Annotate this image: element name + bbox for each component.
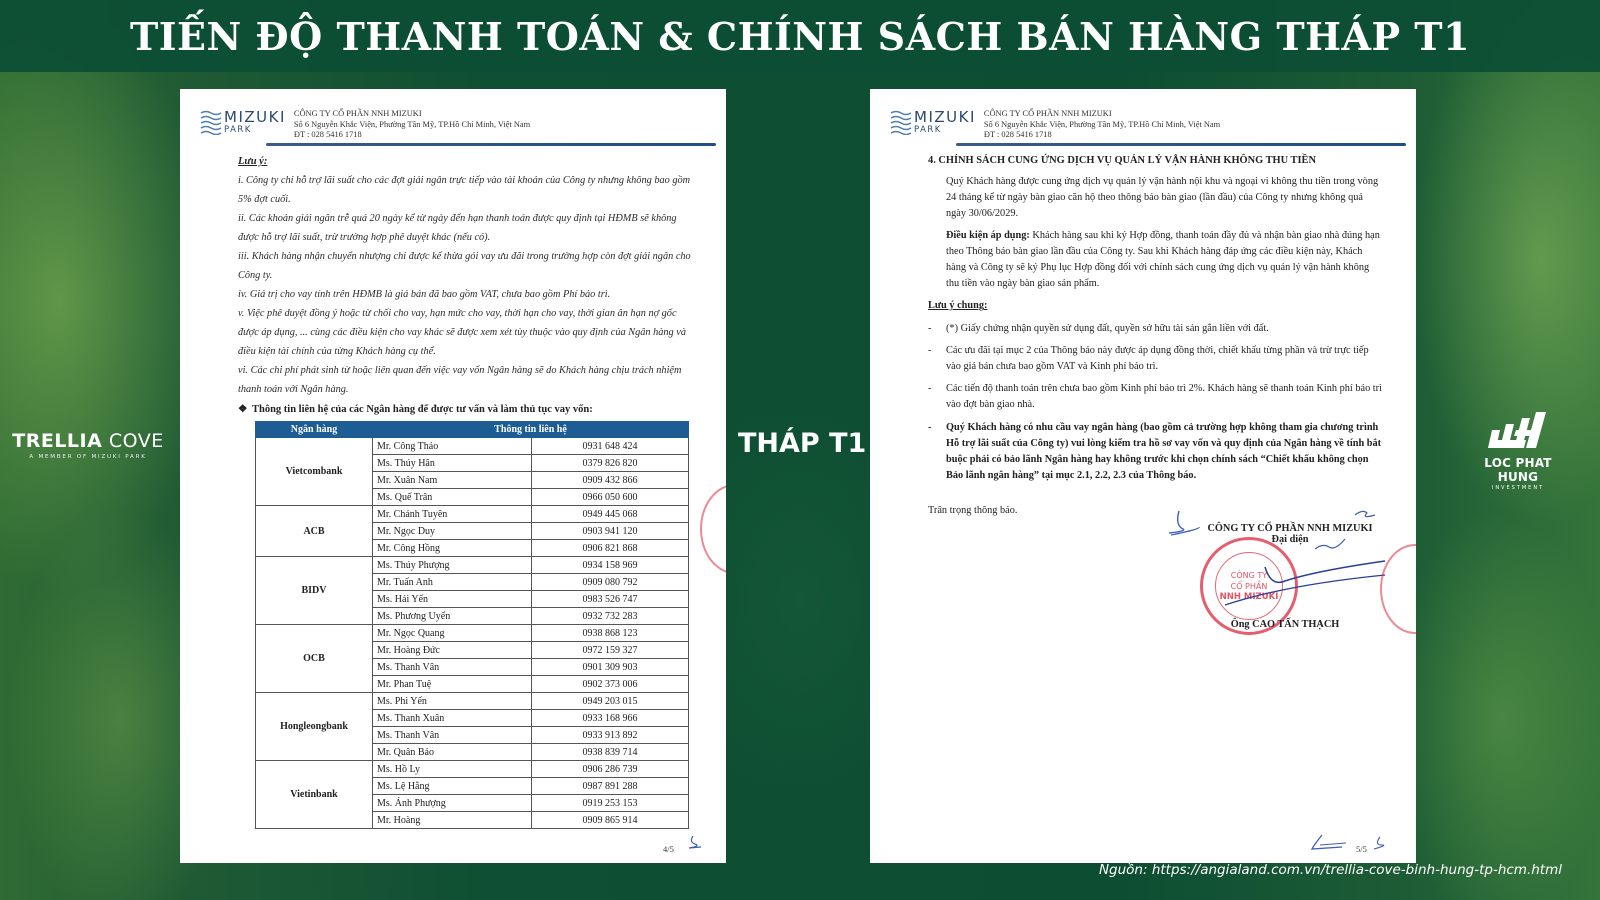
contact-phone: 0901 309 903 bbox=[532, 659, 689, 676]
contact-phone: 0933 913 892 bbox=[532, 727, 689, 744]
document-page-5 bbox=[870, 89, 1416, 863]
contact-person: Ms. Phương Uyển bbox=[373, 608, 532, 625]
general-note-item: - Quý Khách hàng có nhu cầu vay ngân hàng (bao gồm cả trường hợp không tham gia chương trình Hỗ trợ lãi suất của Công ty) vui lòng kiểm tra hồ sơ vay vốn và quy định của Ngân hàng về tính bắt buộc phải có bảo lãnh Ngân hàng hay không trước khi chọn chính sách “Chiết khấu không chọn Bảo lãnh ngân hàng” tại mục 2.1, 2.2, 2.3 của Thông báo. bbox=[928, 421, 1382, 482]
letterhead bbox=[890, 109, 1220, 141]
letterhead-rule bbox=[266, 143, 716, 146]
contact-person: Ms. Lệ Hằng bbox=[373, 778, 532, 795]
company-stamp: CÔNG TY CỔ PHẦN NNH MIZUKI bbox=[1200, 537, 1298, 635]
contact-person: Mr. Chánh Tuyên bbox=[373, 506, 532, 523]
waves-icon bbox=[200, 109, 222, 135]
contact-person: Ms. Hải Yến bbox=[373, 591, 532, 608]
notes-heading: Lưu ý: bbox=[238, 156, 268, 167]
contact-phone: 0909 865 914 bbox=[532, 812, 689, 829]
bank-name: Vietinbank bbox=[256, 761, 373, 829]
intro-paragraph: Quý Khách hàng được cung ứng dịch vụ quản lý vận hành nội khu và ngoại vi không thu tiền trong vòng 24 tháng kể từ ngày bàn giao căn hộ theo thông báo bàn giao (lần đầu) của Công ty nhưng không quá ngày 30/06/2029. bbox=[946, 176, 1379, 220]
contact-phone: 0902 373 006 bbox=[532, 676, 689, 693]
bank-name: ACB bbox=[256, 506, 373, 557]
contact-person: Ms. Hồ Ly bbox=[373, 761, 532, 778]
general-note-item: - Các ưu đãi tại mục 2 của Thông báo này được áp dụng đồng thời, chiết khấu từng phần và trừ trực tiếp vào giá bán chưa bao gồm VAT và Kinh phí bảo trì. bbox=[928, 344, 1369, 373]
note-item: i. Công ty chỉ hỗ trợ lãi suất cho các đợt giải ngân trực tiếp vào tài khoản của Công ty nhưng không bao gồm 5% đợt cuối. bbox=[238, 175, 691, 205]
company-info bbox=[984, 109, 1220, 141]
waves-icon bbox=[890, 109, 912, 135]
letterhead-rule bbox=[956, 143, 1406, 146]
company-phone: ĐT : 028 5416 1718 bbox=[983, 130, 1052, 139]
contact-phone: 0909 080 792 bbox=[532, 574, 689, 591]
brand-name: LOC PHAT HUNG bbox=[1484, 456, 1552, 484]
note-item: vi. Các chi phí phát sinh từ hoặc liên quan đến việc vay vốn Ngân hàng sẽ do Khách hàng chịu trách nhiệm thanh toán với Ngân hàng. bbox=[238, 365, 682, 395]
contact-phone: 0933 168 966 bbox=[532, 710, 689, 727]
contact-phone: 0949 203 015 bbox=[532, 693, 689, 710]
contact-phone: 0983 526 747 bbox=[532, 591, 689, 608]
contact-phone: 0932 732 283 bbox=[532, 608, 689, 625]
contact-phone: 0938 839 714 bbox=[532, 744, 689, 761]
contact-phone: 0906 821 868 bbox=[532, 540, 689, 557]
diamond-bullet-icon: ❖ bbox=[238, 404, 248, 415]
closing-line: Trân trọng thông báo. bbox=[928, 505, 1018, 516]
bank-name: OCB bbox=[256, 625, 373, 693]
notes-section bbox=[238, 152, 693, 419]
tower-label: THÁP T1 bbox=[738, 428, 867, 459]
note-item: iv. Giá trị cho vay tính trên HĐMB là giá bán đã bao gồm VAT, chưa bao gồm Phí bảo trì. bbox=[238, 289, 611, 300]
bank-contacts-heading: ❖ Thông tin liên hệ của các Ngân hàng để được tư vấn và làm thủ tục vay vốn: bbox=[238, 400, 693, 419]
general-notes-heading: Lưu ý chung: bbox=[928, 300, 988, 312]
contact-person: Mr. Phan Tuệ bbox=[373, 676, 532, 693]
contact-phone: 0966 050 600 bbox=[532, 489, 689, 506]
contact-person: Ms. Ánh Phượng bbox=[373, 795, 532, 812]
table-row bbox=[256, 438, 689, 455]
page-title: TIẾN ĐỘ THANH TOÁN & CHÍNH SÁCH BÁN HÀNG THÁP T1 bbox=[129, 13, 1471, 59]
table-row bbox=[256, 625, 689, 642]
company-info bbox=[294, 109, 530, 141]
table-row bbox=[256, 506, 689, 523]
page-number: 4/5 bbox=[663, 844, 674, 854]
contact-person: Mr. Quân Bảo bbox=[373, 744, 532, 761]
contact-phone: 0909 432 866 bbox=[532, 472, 689, 489]
contact-person: Mr. Xuân Nam bbox=[373, 472, 532, 489]
contact-person: Ms. Thanh Xuân bbox=[373, 710, 532, 727]
mizuki-park-logo bbox=[890, 109, 976, 135]
company-name: CÔNG TY CỔ PHẦN NNH MIZUKI bbox=[983, 109, 1112, 118]
contact-phone: 0379 826 820 bbox=[532, 455, 689, 472]
partial-stamp bbox=[700, 484, 726, 574]
contact-person: Mr. Hoàng Đức bbox=[373, 642, 532, 659]
column-header-bank: Ngân hàng bbox=[256, 422, 373, 438]
brand-big: MIZUKI bbox=[914, 107, 976, 126]
brand-tagline: INVESTMENT bbox=[1491, 485, 1545, 491]
contact-person: Mr. Ngọc Duy bbox=[373, 523, 532, 540]
contact-phone: 0972 159 327 bbox=[532, 642, 689, 659]
contact-person: Mr. Công Hồng bbox=[373, 540, 532, 557]
table-row bbox=[256, 761, 689, 778]
table-row bbox=[256, 693, 689, 710]
signature-icon bbox=[1165, 507, 1395, 617]
contact-person: Mr. Hoàng bbox=[373, 812, 532, 829]
brand-name-light: COVE bbox=[102, 430, 164, 452]
column-header-contact: Thông tin liên hệ bbox=[373, 422, 689, 438]
company-phone: ĐT : 028 5416 1718 bbox=[293, 130, 362, 139]
bank-name: Vietcombank bbox=[256, 438, 373, 506]
document-page-4 bbox=[180, 89, 726, 863]
contact-person: Mr. Công Thảo bbox=[373, 438, 532, 455]
brand-tagline: A MEMBER OF MIZUKI PARK bbox=[29, 454, 147, 460]
brand-name-bold: TRELLIA bbox=[12, 430, 103, 452]
lph-mark-icon bbox=[1486, 410, 1550, 454]
title-banner bbox=[0, 0, 1600, 72]
contact-phone: 0919 253 153 bbox=[532, 795, 689, 812]
letterhead bbox=[200, 109, 530, 141]
source-credit: Nguồn: https://angialand.com.vn/trellia-cove-binh-hung-tp-hcm.html bbox=[1098, 862, 1562, 878]
bank-contacts-table bbox=[255, 421, 689, 829]
mizuki-park-logo bbox=[200, 109, 286, 135]
contact-phone: 0906 286 739 bbox=[532, 761, 689, 778]
company-address: Số 6 Nguyễn Khắc Viện, Phường Tân Mỹ, TP.Hồ Chí Minh, Việt Nam bbox=[293, 119, 531, 129]
contact-person: Ms. Thanh Vân bbox=[373, 727, 532, 744]
bank-name: BIDV bbox=[256, 557, 373, 625]
sign-company: CÔNG TY CỔ PHẦN NNH MIZUKI bbox=[1207, 523, 1373, 534]
contact-person: Mr. Ngọc Quang bbox=[373, 625, 532, 642]
contact-phone: 0931 648 424 bbox=[532, 438, 689, 455]
contact-person: Ms. Thanh Vân bbox=[373, 659, 532, 676]
table-row bbox=[256, 557, 689, 574]
brand-big: MIZUKI bbox=[224, 107, 286, 126]
loc-phat-hung-logo bbox=[1462, 410, 1574, 491]
contact-phone: 0949 445 068 bbox=[532, 506, 689, 523]
initials-signature-icon bbox=[685, 834, 705, 850]
note-item: iii. Khách hàng nhận chuyển nhượng chỉ được kế thừa gói vay ưu đãi trong trường hợp còn đợt giải ngân cho Công ty. bbox=[238, 251, 691, 281]
page-number: 5/5 bbox=[1356, 844, 1367, 854]
condition-label: Điều kiện áp dụng: bbox=[946, 229, 1030, 241]
initials-signature-icon bbox=[1310, 833, 1390, 853]
contact-person: Ms. Thúy Phượng bbox=[373, 557, 532, 574]
note-item: v. Việc phê duyệt đồng ý hoặc từ chối cho vay, hạn mức cho vay, thời hạn cho vay, thời gian ân hạn nợ gốc được áp dụng, ... cùng các điều kiện cho vay khác sẽ được xem xét tùy thuộc vào quy định của Ngân hàng và điều kiện tài chính của từng Khách hàng cụ thể. bbox=[238, 308, 686, 357]
section-title: 4. CHÍNH SÁCH CUNG ỨNG DỊCH VỤ QUẢN LÝ VẬN HÀNH KHÔNG THU TIỀN bbox=[928, 155, 1316, 166]
contact-phone: 0987 891 288 bbox=[532, 778, 689, 795]
contact-person: Ms. Quế Trân bbox=[373, 489, 532, 506]
general-note-item: - Các tiến độ thanh toán trên chưa bao gồm Kinh phí bảo trì 2%. Khách hàng sẽ thanh toán Kinh phí bảo trì vào đợt bàn giao nhà. bbox=[928, 383, 1382, 411]
condition-paragraph bbox=[928, 228, 1383, 293]
brand-small: PARK bbox=[224, 124, 252, 135]
bank-name: Hongleongbank bbox=[256, 693, 373, 761]
contact-phone: 0903 941 120 bbox=[532, 523, 689, 540]
policy-section bbox=[928, 153, 1383, 484]
condition-text: Khách hàng sau khi ký Hợp đồng, thanh toán đầy đủ và nhận bàn giao nhà đúng hạn theo Thông báo bàn giao lần đầu của Công ty. Sau khi Khách hàng đáp ứng các điều kiện này, Khách hàng và Công ty sẽ ký Phụ lục Hợp đồng đối với chính sách cung ứng dịch vụ quản lý vận hành không thu tiền vào ngày bàn giao sản phẩm. bbox=[946, 229, 1380, 290]
contact-person: Mr. Tuấn Anh bbox=[373, 574, 532, 591]
brand-small: PARK bbox=[914, 124, 942, 135]
contact-person: Ms. Phi Yến bbox=[373, 693, 532, 710]
company-address: Số 6 Nguyễn Khắc Viện, Phường Tân Mỹ, TP.Hồ Chí Minh, Việt Nam bbox=[983, 119, 1221, 129]
sign-role: Đại diện bbox=[1271, 534, 1309, 545]
general-note-item: - (*) Giấy chứng nhận quyền sử dụng đất, quyền sở hữu tài sản gắn liền với đất. bbox=[928, 322, 1269, 334]
note-item: ii. Các khoản giải ngân trễ quá 20 ngày kể từ ngày đến hạn thanh toán được quy định tại HĐMB sẽ không được hỗ trợ lãi suất, trừ trường hợp phê duyệt khác (nếu có). bbox=[238, 213, 677, 243]
contact-phone: 0938 868 123 bbox=[532, 625, 689, 642]
signer-name: Ông CAO TẤN THẠCH bbox=[1230, 619, 1340, 630]
contact-person: Ms. Thúy Hân bbox=[373, 455, 532, 472]
trellia-cove-logo bbox=[8, 430, 168, 460]
company-name: CÔNG TY CỔ PHẦN NNH MIZUKI bbox=[293, 109, 422, 118]
contact-phone: 0934 158 969 bbox=[532, 557, 689, 574]
